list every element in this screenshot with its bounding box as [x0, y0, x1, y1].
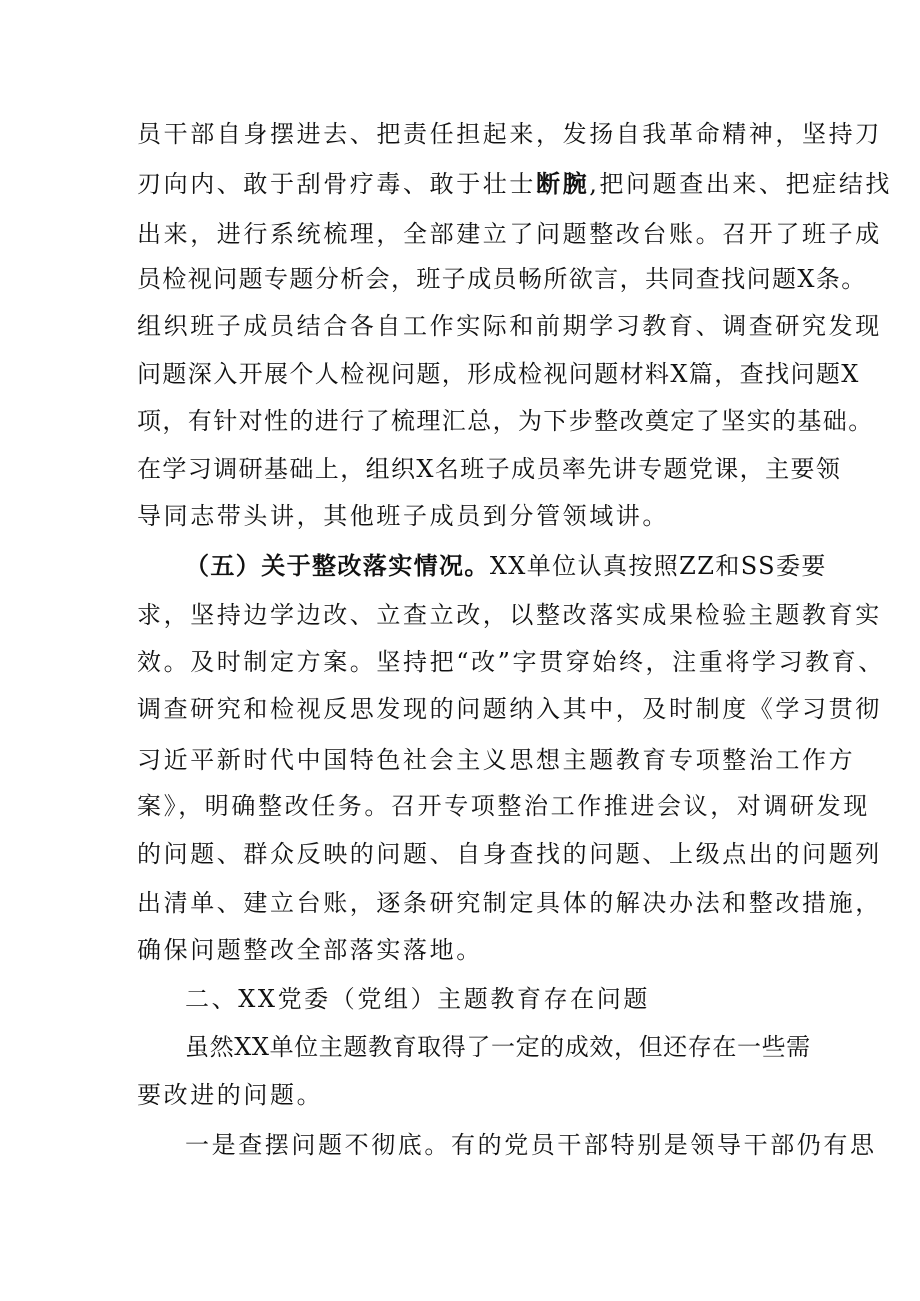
text-segment: 刃向内、敢于刮骨疗毒、敢于壮士	[137, 170, 536, 198]
section-heading: 二、XX党委（党组）主题教育存在问题	[185, 985, 650, 1013]
text-line: 员干部自身摆进去、把责任担起来，发扬自我革命精神，坚持刀	[137, 120, 882, 148]
text-line: 案》，明确整改任务。召开专项整治工作推进会议，对调研发现	[137, 792, 870, 820]
paragraph-heading: （五）关于整改落实情况。	[185, 551, 490, 580]
text-line	[185, 550, 827, 582]
text-segment: XX单位认真按照ZZ和SS委要	[489, 552, 827, 580]
text-line: 导同志带头讲，其他班子成员到分管领域讲。	[137, 502, 669, 530]
text-line: 的问题、群众反映的问题、自身查找的问题、上级点出的问题列	[137, 840, 882, 868]
text-line: 虽然XX单位主题教育取得了一定的成效，但还存在一些需	[185, 1033, 811, 1061]
text-line: 习近平新时代中国特色社会主义思想主题教育专项整治工作方	[137, 746, 856, 774]
text-line: 出来，进行系统梳理，全部建立了问题整改台账。召开了班子成	[137, 220, 882, 248]
text-line: 员检视问题专题分析会，班子成员畅所欲言，共同查找问题X条。	[137, 265, 867, 293]
bold-text-segment: 断腕	[536, 169, 590, 198]
text-line: 在学习调研基础上，组织X名班子成员率先讲专题党课，主要领	[137, 455, 842, 483]
text-line: 出清单、建立台账，逐条研究制定具体的解决办法和整改措施，	[137, 889, 882, 917]
text-line	[137, 168, 893, 200]
text-line: 问题深入开展个人检视问题，形成检视问题材料X篇，查找问题X	[137, 360, 860, 388]
text-line: 效。及时制定方案。坚持把“改”字贯穿始终，注重将学习教育、	[137, 648, 885, 676]
text-line: 求，坚持边学边改、立查立改，以整改落实成果检验主题教育实	[137, 601, 882, 629]
text-line: 调查研究和检视反思发现的问题纳入其中，及时制度《学习贯彻	[137, 695, 882, 723]
text-line: 一是查摆问题不彻底。有的党员干部特别是领导干部仍有思	[185, 1131, 877, 1159]
text-segment: ,把问题查出来、把症结找	[589, 170, 893, 198]
text-line: 确保问题整改全部落实落地。	[137, 936, 483, 964]
text-line: 组织班子成员结合各自工作实际和前期学习教育、调查研究发现	[137, 312, 882, 340]
text-line: 项，有针对性的进行了梳理汇总，为下步整改奠定了坚实的基础。	[137, 407, 874, 435]
text-line: 要改进的问题。	[137, 1081, 324, 1109]
